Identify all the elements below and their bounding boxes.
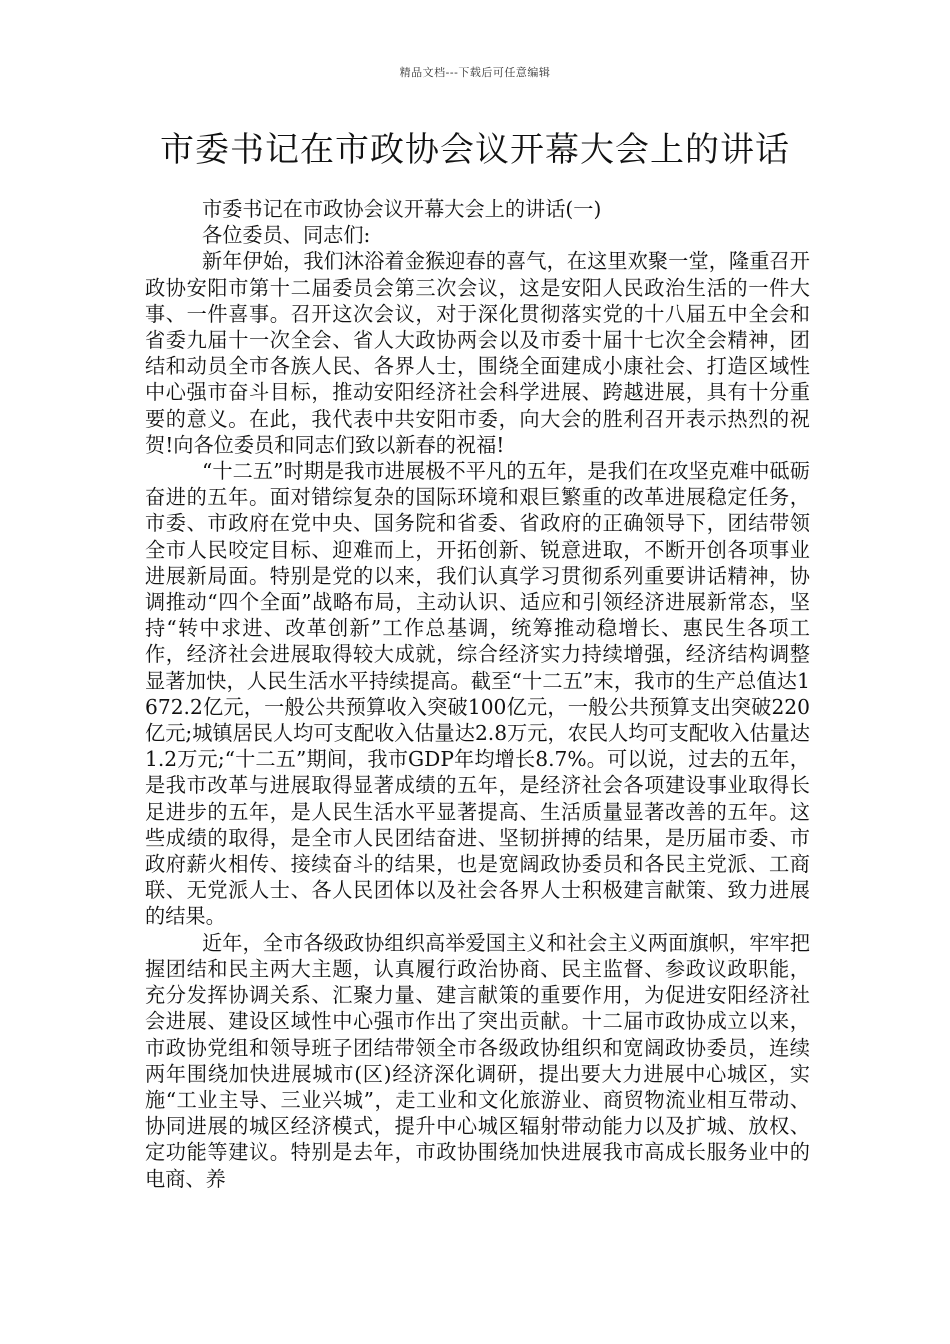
subtitle-paragraph: 市委书记在市政协会议开幕大会上的讲话(一) bbox=[202, 197, 602, 221]
body-paragraph: “十二五”时期是我市进展极不平凡的五年，是我们在攻坚克难中砥砺奋进的五年。面对错综复杂的国际环境和艰巨繁重的改革进展稳定任务，市委、市政府在党中央、国务院和省委、省政府的正确领导下，团结带领全市人民咬定目标、迎难而上，开拓创新、锐意进取，不断开创各项事业进展新局面。特别是党的以来，我们认真学习贯彻系列重要讲话精神，协调推动“四个全面”战略布局，主动认识、适应和引领经济进展新常态，坚持“转中求进、改革创新”工作总基调，统筹推动稳增长、惠民生各项工作，经济社会进展取得较大成就，综合经济实力持续增强，经济结构调整显著加快，人民生活水平持续提高。截至“十二五”末，我市的生产总值达1672.2亿元，一般公共预算收入突破100亿元，一般公共预算支出突破220亿元;城镇居民人均可支配收入估量达2.8万元，农民人均可支配收入估量达1.2万元;“十二五”期间，我市GDP年均增长8.7%。可以说，过去的五年，是我市改革与进展取得显著成绩的五年，是经济社会各项建设事业取得长足进步的五年，是人民生活水平显著提高、生活质量显著改善的五年。这些成绩的取得，是全市人民团结奋进、坚韧拼搏的结果，是历届市委、市政府薪火相传、接续奋斗的结果，也是宽阔政协委员和各民主党派、工商联、无党派人士、各人民团体以及社会各界人士积极建言献策、致力进展的结果。 bbox=[145, 459, 810, 929]
salutation-paragraph: 各位委员、同志们: bbox=[202, 223, 371, 248]
page-header-note: 精品文档---下载后可任意编辑 bbox=[399, 66, 551, 79]
body-paragraph: 新年伊始，我们沐浴着金猴迎春的喜气，在这里欢聚一堂，隆重召开政协安阳市第十二届委员会第三次会议，这是安阳人民政治生活的一件大事、一件喜事。召开这次会议，对于深化贯彻落实党的十八届五中全会和省委九届十一次全会、省人大政协两会以及市委十届十七次全会精神，团结和动员全市各族人民、各界人士，围绕全面建成小康社会、打造区域性中心强市奋斗目标，推动安阳经济社会科学进展、跨越进展，具有十分重要的意义。在此，我代表中共安阳市委，向大会的胜利召开表示热烈的祝贺!向各位委员和同志们致以新春的祝福! bbox=[145, 249, 810, 457]
body-paragraph: 近年，全市各级政协组织高举爱国主义和社会主义两面旗帜，牢牢把握团结和民主两大主题，认真履行政治协商、民主监督、参政议政职能，充分发挥协调关系、汇聚力量、建言献策的重要作用，为促进安阳经济社会进展、建设区域性中心强市作出了突出贡献。十二届市政协成立以来，市政协党组和领导班子团结带领全市各级政协组织和宽阔政协委员，连续两年围绕加快进展城市(区)经济深化调研，提出要大力进展中心城区，实施“工业主导、三业兴城”，走工业和文化旅游业、商贸物流业相互带动、协同进展的城区经济模式，提升中心城区辐射带动能力以及扩城、放权、定功能等建议。特别是去年，市政协围绕加快进展我市高成长服务业中的电商、养 bbox=[145, 930, 810, 1191]
document-title: 市委书记在市政协会议开幕大会上的讲话 bbox=[160, 130, 790, 170]
document-body bbox=[145, 196, 810, 1192]
